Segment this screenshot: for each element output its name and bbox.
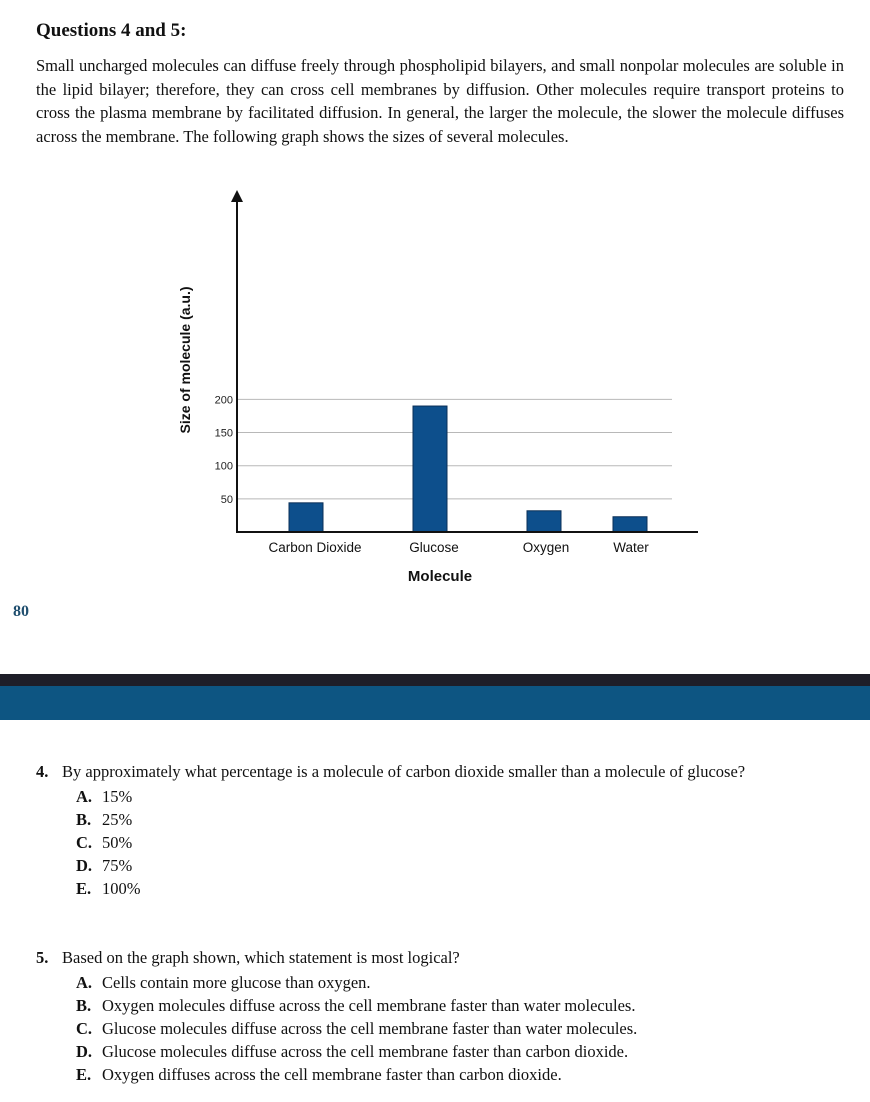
- y-axis-arrow: [231, 190, 243, 202]
- choice-letter: E.: [76, 879, 92, 898]
- question-number: 4.: [36, 762, 49, 781]
- choice-text: 100%: [102, 879, 141, 898]
- intro-paragraph: Small uncharged molecules can diffuse freely through phospholipid bilayers, and small nonpolar molecules are soluble in the lipid bilayer; therefore, they can cross cell membranes by diffusion. Other molecules require transport proteins to cross the plasma membrane by facilitated diffusion. In general, the larger the molecule, the slower the molecule diffuses across the membrane. The following graph shows the sizes of several molecules.: [36, 56, 844, 146]
- bar: [527, 511, 561, 532]
- bar-chart: [0, 186, 870, 586]
- x-category-label: Oxygen: [522, 540, 570, 555]
- choice-4b[interactable]: [76, 808, 844, 831]
- choice-letter: E.: [76, 1065, 92, 1084]
- choice-letter: C.: [76, 1019, 93, 1038]
- choice-text: Glucose molecules diffuse across the cell membrane faster than carbon dioxide.: [102, 1042, 629, 1061]
- choice-letter: C.: [76, 833, 93, 852]
- choice-5e[interactable]: [76, 1063, 844, 1086]
- y-ticks: [215, 394, 233, 505]
- choice-letter: D.: [76, 1042, 93, 1061]
- choice-text: 15%: [102, 787, 133, 806]
- choice-4c[interactable]: [76, 831, 844, 854]
- question-text: By approximately what percentage is a molecule of carbon dioxide smaller than a molecule of glucose?: [62, 762, 746, 781]
- choice-letter: B.: [76, 996, 92, 1015]
- choice-4d[interactable]: [76, 854, 844, 877]
- bar: [289, 503, 323, 532]
- choice-4e[interactable]: [76, 877, 844, 900]
- x-category-label: Glucose: [409, 540, 459, 555]
- y-tick-label: 150: [214, 427, 233, 440]
- choice-text: Oxygen diffuses across the cell membrane faster than carbon dioxide.: [102, 1065, 562, 1084]
- choice-text: 50%: [102, 833, 133, 852]
- choice-letter: A.: [76, 973, 93, 992]
- y-tick-label: 50: [220, 493, 233, 506]
- x-categories: [268, 540, 649, 555]
- choice-text: Cells contain more glucose than oxygen.: [102, 973, 371, 992]
- question-4: [36, 760, 844, 900]
- question-number: 5.: [36, 948, 49, 967]
- choice-letter: A.: [76, 787, 93, 806]
- question-5: [36, 946, 844, 1086]
- choice-5c[interactable]: [76, 1017, 844, 1040]
- bar: [613, 517, 647, 532]
- question-text: Based on the graph shown, which statement is most logical?: [62, 948, 460, 967]
- choice-letter: D.: [76, 856, 93, 875]
- y-axis-title: Size of molecule (a.u.): [177, 286, 193, 434]
- choice-text: Oxygen molecules diffuse across the cell membrane faster than water molecules.: [102, 996, 636, 1015]
- header-band-blue: [0, 686, 870, 720]
- x-axis-title: Molecule: [407, 568, 473, 585]
- choice-5a[interactable]: [76, 971, 844, 994]
- x-category-label: Carbon Dioxide: [268, 540, 362, 555]
- y-tick-label: 200: [214, 394, 233, 407]
- choice-text: 75%: [102, 856, 133, 875]
- gridlines: [237, 399, 672, 498]
- bar: [413, 406, 447, 532]
- choice-text: 25%: [102, 810, 133, 829]
- section-heading: Questions 4 and 5:: [36, 20, 187, 41]
- y-tick-label: 100: [214, 460, 233, 473]
- page-number: 80: [13, 603, 29, 620]
- header-band-dark: [0, 674, 870, 686]
- choice-text: Glucose molecules diffuse across the cell membrane faster than water molecules.: [102, 1019, 638, 1038]
- x-category-label: Water: [613, 540, 649, 555]
- choice-5d[interactable]: [76, 1040, 844, 1063]
- choice-letter: B.: [76, 810, 92, 829]
- choice-4a[interactable]: [76, 785, 844, 808]
- bars: [289, 406, 647, 532]
- choice-5b[interactable]: [76, 994, 844, 1017]
